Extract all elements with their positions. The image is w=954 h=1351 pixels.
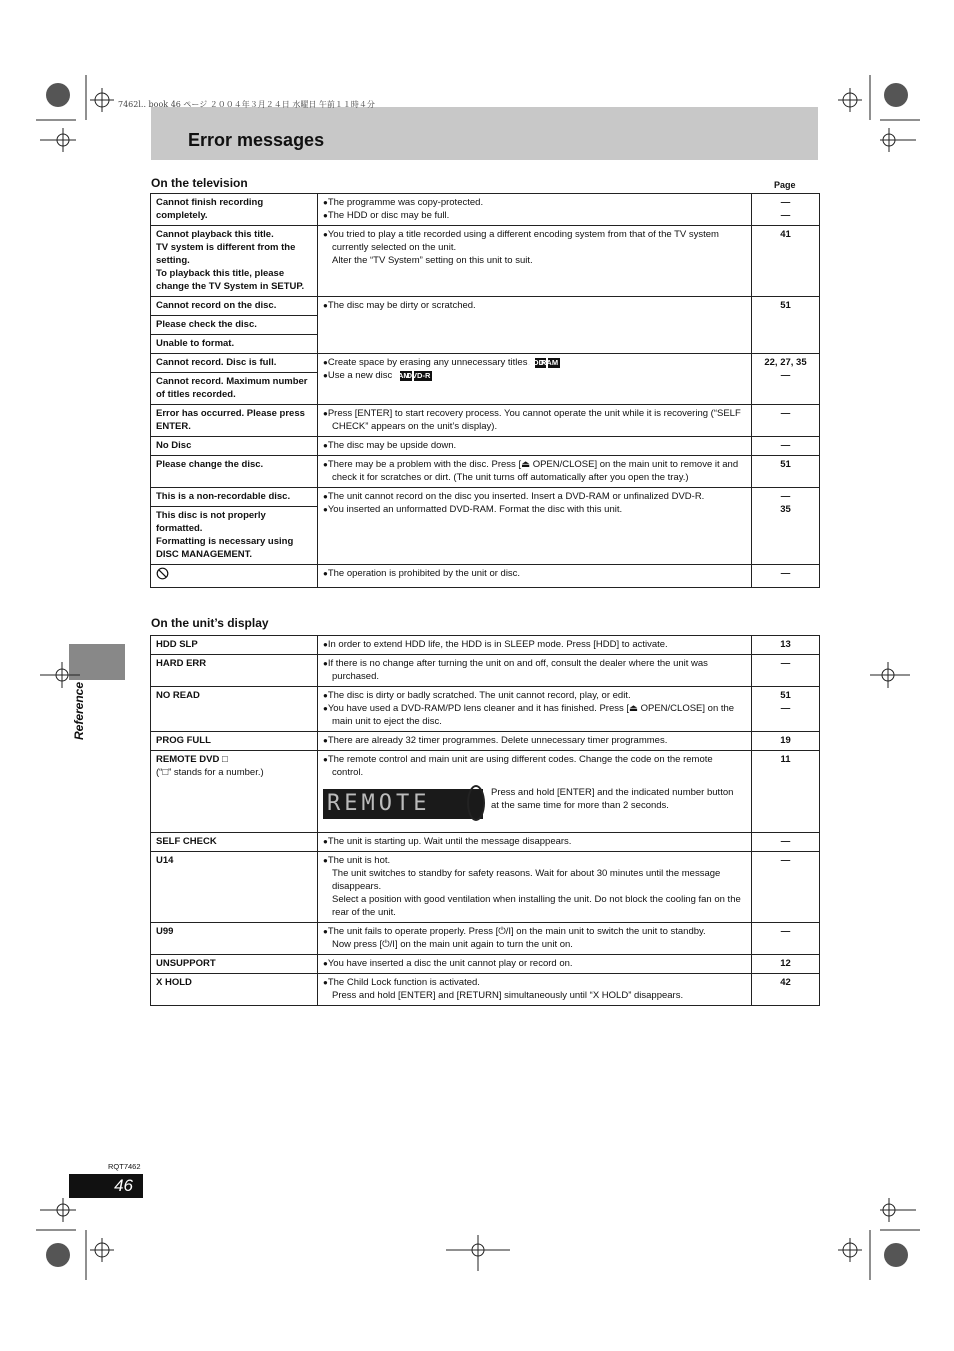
remedy-item: ●Press [ENTER] to start recovery process. You cannot operate the unit while it is recovering (“SELF CHECK” appears on the unit’s display). xyxy=(323,408,741,432)
table-row xyxy=(151,354,820,373)
message-cell: Cannot record. Disc is full. xyxy=(151,354,318,373)
message-cell: X HOLD xyxy=(151,974,318,1006)
page-ref-cell: 13 xyxy=(752,636,820,655)
message-cell: PROG FULL xyxy=(151,732,318,751)
page-ref-cell: 42 xyxy=(752,974,820,1006)
table-row xyxy=(151,456,820,488)
message-cell: SELF CHECK xyxy=(151,833,318,852)
remedy-cell xyxy=(318,852,752,923)
page-ref-cell: — xyxy=(752,655,820,687)
remedy-item: ●Create space by erasing any unnecessary titles. HDDRAM xyxy=(323,357,559,368)
remedy-cell xyxy=(318,456,752,488)
page-column-label: Page xyxy=(774,180,796,190)
remedy-cell xyxy=(318,955,752,974)
table-row xyxy=(151,297,820,316)
remedy-cell xyxy=(318,437,752,456)
message-cell: U99 xyxy=(151,923,318,955)
message-cell: NO READ xyxy=(151,687,318,732)
message-cell: UNSUPPORT xyxy=(151,955,318,974)
message-cell: Unable to format. xyxy=(151,335,318,354)
remedy-item: ●The disc may be upside down. xyxy=(323,440,457,451)
table-row xyxy=(151,194,820,226)
remedy-item: ●The operation is prohibited by the unit or disc. xyxy=(323,568,521,579)
message-cell: HDD SLP xyxy=(151,636,318,655)
remedy-item: ●You tried to play a title recorded using a different encoding system from that of the TV system currently selected on the unit. Alter the “TV System” setting on this unit to suit. xyxy=(323,229,719,266)
remedy-item: ●The unit fails to operate properly. Press [⏻/I] on the main unit to switch the unit to standby. Now press [⏻/I] on the main unit again to turn the unit on. xyxy=(323,926,706,950)
remedy-item: ●There may be a problem with the disc. Press [⏏ OPEN/CLOSE] on the main unit to remove it and check it for scratches or dirt. (The unit turns off automatically after you open the tray.) xyxy=(323,459,739,483)
table-row xyxy=(151,405,820,437)
remedy-cell xyxy=(318,974,752,1006)
page-title: Error messages xyxy=(188,130,325,150)
page-ref-cell: — xyxy=(752,833,820,852)
remedy-item: ●In order to extend HDD life, the HDD is in SLEEP mode. Press [HDD] to activate. xyxy=(323,639,668,650)
table-row xyxy=(151,852,820,923)
remedy-cell xyxy=(318,923,752,955)
prohibited-icon xyxy=(156,567,169,580)
page-ref-cell: 22, 27, 35 — xyxy=(752,354,820,405)
table-row xyxy=(151,833,820,852)
table-row xyxy=(151,751,820,833)
ram-badge: RAM xyxy=(392,371,410,380)
remedy-item: ●You have inserted a disc the unit cannot play or record on. xyxy=(323,958,573,969)
registration-mark-icon xyxy=(870,660,910,690)
remedy-cell xyxy=(318,194,752,226)
registration-mark-icon xyxy=(800,1195,920,1285)
table-row xyxy=(151,226,820,297)
tv-error-table xyxy=(150,193,820,588)
remedy-item: ●You inserted an unformatted DVD-RAM. Format the disc with this unit. xyxy=(323,504,623,515)
remedy-cell xyxy=(318,565,752,588)
registration-mark-icon xyxy=(36,1195,156,1285)
lcd-note: Press and hold [ENTER] and the indicated number button at the same time for more than 2 seconds. xyxy=(491,787,734,811)
message-cell: Cannot record. Maximum number of titles recorded. xyxy=(151,373,318,405)
section-title-unit-display: On the unit’s display xyxy=(151,616,269,630)
table-row xyxy=(151,974,820,1006)
registration-mark-icon xyxy=(446,1235,510,1271)
page-ref-cell: — xyxy=(752,923,820,955)
highlight-circle xyxy=(467,785,485,821)
page-ref-cell: 51 xyxy=(752,297,820,354)
remedy-cell xyxy=(318,354,752,405)
page-ref-cell: — xyxy=(752,437,820,456)
remedy-item: ●The remote control and main unit are using different codes. Change the code on the remote control. xyxy=(323,754,713,778)
message-cell: Cannot finish recording completely. xyxy=(151,194,318,226)
table-row xyxy=(151,636,820,655)
remedy-cell xyxy=(318,636,752,655)
registration-mark-icon xyxy=(36,70,156,160)
remedy-item: ●If there is no change after turning the unit on and off, consult the dealer where the unit was purchased. xyxy=(323,658,708,682)
section-label: Reference xyxy=(72,681,86,740)
message-cell: Cannot record on the disc. xyxy=(151,297,318,316)
page-ref-cell: — 35 xyxy=(752,488,820,565)
message-cell: No Disc xyxy=(151,437,318,456)
message-cell: HARD ERR xyxy=(151,655,318,687)
page-ref-cell: — xyxy=(752,852,820,923)
remedy-item: ●Use a new disc. RAMDVD-R xyxy=(323,370,431,381)
remedy-cell xyxy=(318,751,752,833)
message-cell: This is a non-recordable disc. xyxy=(151,488,318,507)
page-ref-cell: — xyxy=(752,565,820,588)
remedy-item: ●You have used a DVD-RAM/PD lens cleaner and it has finished. Press [⏏ OPEN/CLOSE] on the main unit to eject the disc. xyxy=(323,703,735,727)
registration-mark-icon xyxy=(800,70,920,160)
remedy-item: ●There are already 32 timer programmes. Delete unnecessary timer programmes. xyxy=(323,735,668,746)
page-ref-cell: 51 xyxy=(752,456,820,488)
table-row xyxy=(151,955,820,974)
remedy-cell xyxy=(318,297,752,354)
table-row xyxy=(151,437,820,456)
remedy-cell xyxy=(318,833,752,852)
page-ref-cell: 11 xyxy=(752,751,820,833)
remedy-cell xyxy=(318,405,752,437)
message-cell: U14 xyxy=(151,852,318,923)
remedy-cell xyxy=(318,488,752,565)
message-cell xyxy=(151,565,318,588)
page-number: 46 xyxy=(69,1174,143,1198)
page-ref-cell: 41 xyxy=(752,226,820,297)
remedy-cell xyxy=(318,226,752,297)
page-ref-cell: — xyxy=(752,405,820,437)
remedy-cell xyxy=(318,655,752,687)
message-code: REMOTE DVD □ xyxy=(156,754,228,765)
section-title-television: On the television xyxy=(151,176,248,190)
message-cell: This disc is not properly formatted. Formatting is necessary using DISC MANAGEMENT. xyxy=(151,507,318,565)
remedy-item: ●The disc may be dirty or scratched. xyxy=(323,300,476,311)
dvd-r-badge: DVD-R xyxy=(406,371,431,380)
remedy-item: ●The programme was copy-protected. xyxy=(323,197,484,208)
page-ref-cell: 19 xyxy=(752,732,820,751)
lcd-illustration xyxy=(323,785,746,829)
table-row xyxy=(151,655,820,687)
page-ref-cell: 51 — xyxy=(752,687,820,732)
print-meta-line: 7462l.. book 46 ページ ２００４年３月２４日 水曜日 午前１１時４分 xyxy=(118,100,375,109)
ram-badge: RAM xyxy=(540,358,559,367)
message-cell: Cannot playback this title. TV system is different from the setting. To playback this title, please change the TV System in SETUP. xyxy=(151,226,318,297)
remedy-item: ●The unit cannot record on the disc you inserted. Insert a DVD-RAM or unfinalized DVD-R. xyxy=(323,491,705,502)
remedy-item: ●The disc is dirty or badly scratched. The unit cannot record, play, or edit. xyxy=(323,690,631,701)
message-cell: Error has occurred. Please press ENTER. xyxy=(151,405,318,437)
table-row xyxy=(151,565,820,588)
table-row xyxy=(151,687,820,732)
message-cell xyxy=(151,751,318,833)
remedy-item: ●The unit is hot. The unit switches to standby for safety reasons. Wait for about 30 minutes until the message disappears. Select a position with good ventilation when installing the unit. Do not block the cooling fan on the rear of the unit. xyxy=(323,855,741,918)
document-code: RQT7462 xyxy=(108,1162,141,1171)
unit-display-error-table xyxy=(150,635,820,1006)
remedy-item: ●The Child Lock function is activated. Press and hold [ENTER] and [RETURN] simultaneously until “X HOLD” disappears. xyxy=(323,977,684,1001)
table-row xyxy=(151,923,820,955)
remedy-item: ●The unit is starting up. Wait until the message disappears. xyxy=(323,836,572,847)
hdd-badge: HDD xyxy=(527,358,544,367)
message-cell: Please change the disc. xyxy=(151,456,318,488)
remedy-cell xyxy=(318,687,752,732)
page-ref-cell: — — xyxy=(752,194,820,226)
registration-mark-icon xyxy=(40,660,80,690)
remedy-item: ●The HDD or disc may be full. xyxy=(323,210,450,221)
lcd-display: REMOTE xyxy=(323,789,483,819)
message-cell: Please check the disc. xyxy=(151,316,318,335)
page-ref-cell: 12 xyxy=(752,955,820,974)
remedy-cell xyxy=(318,732,752,751)
table-row xyxy=(151,732,820,751)
message-subnote: (“□” stands for a number.) xyxy=(156,767,264,778)
table-row xyxy=(151,488,820,507)
